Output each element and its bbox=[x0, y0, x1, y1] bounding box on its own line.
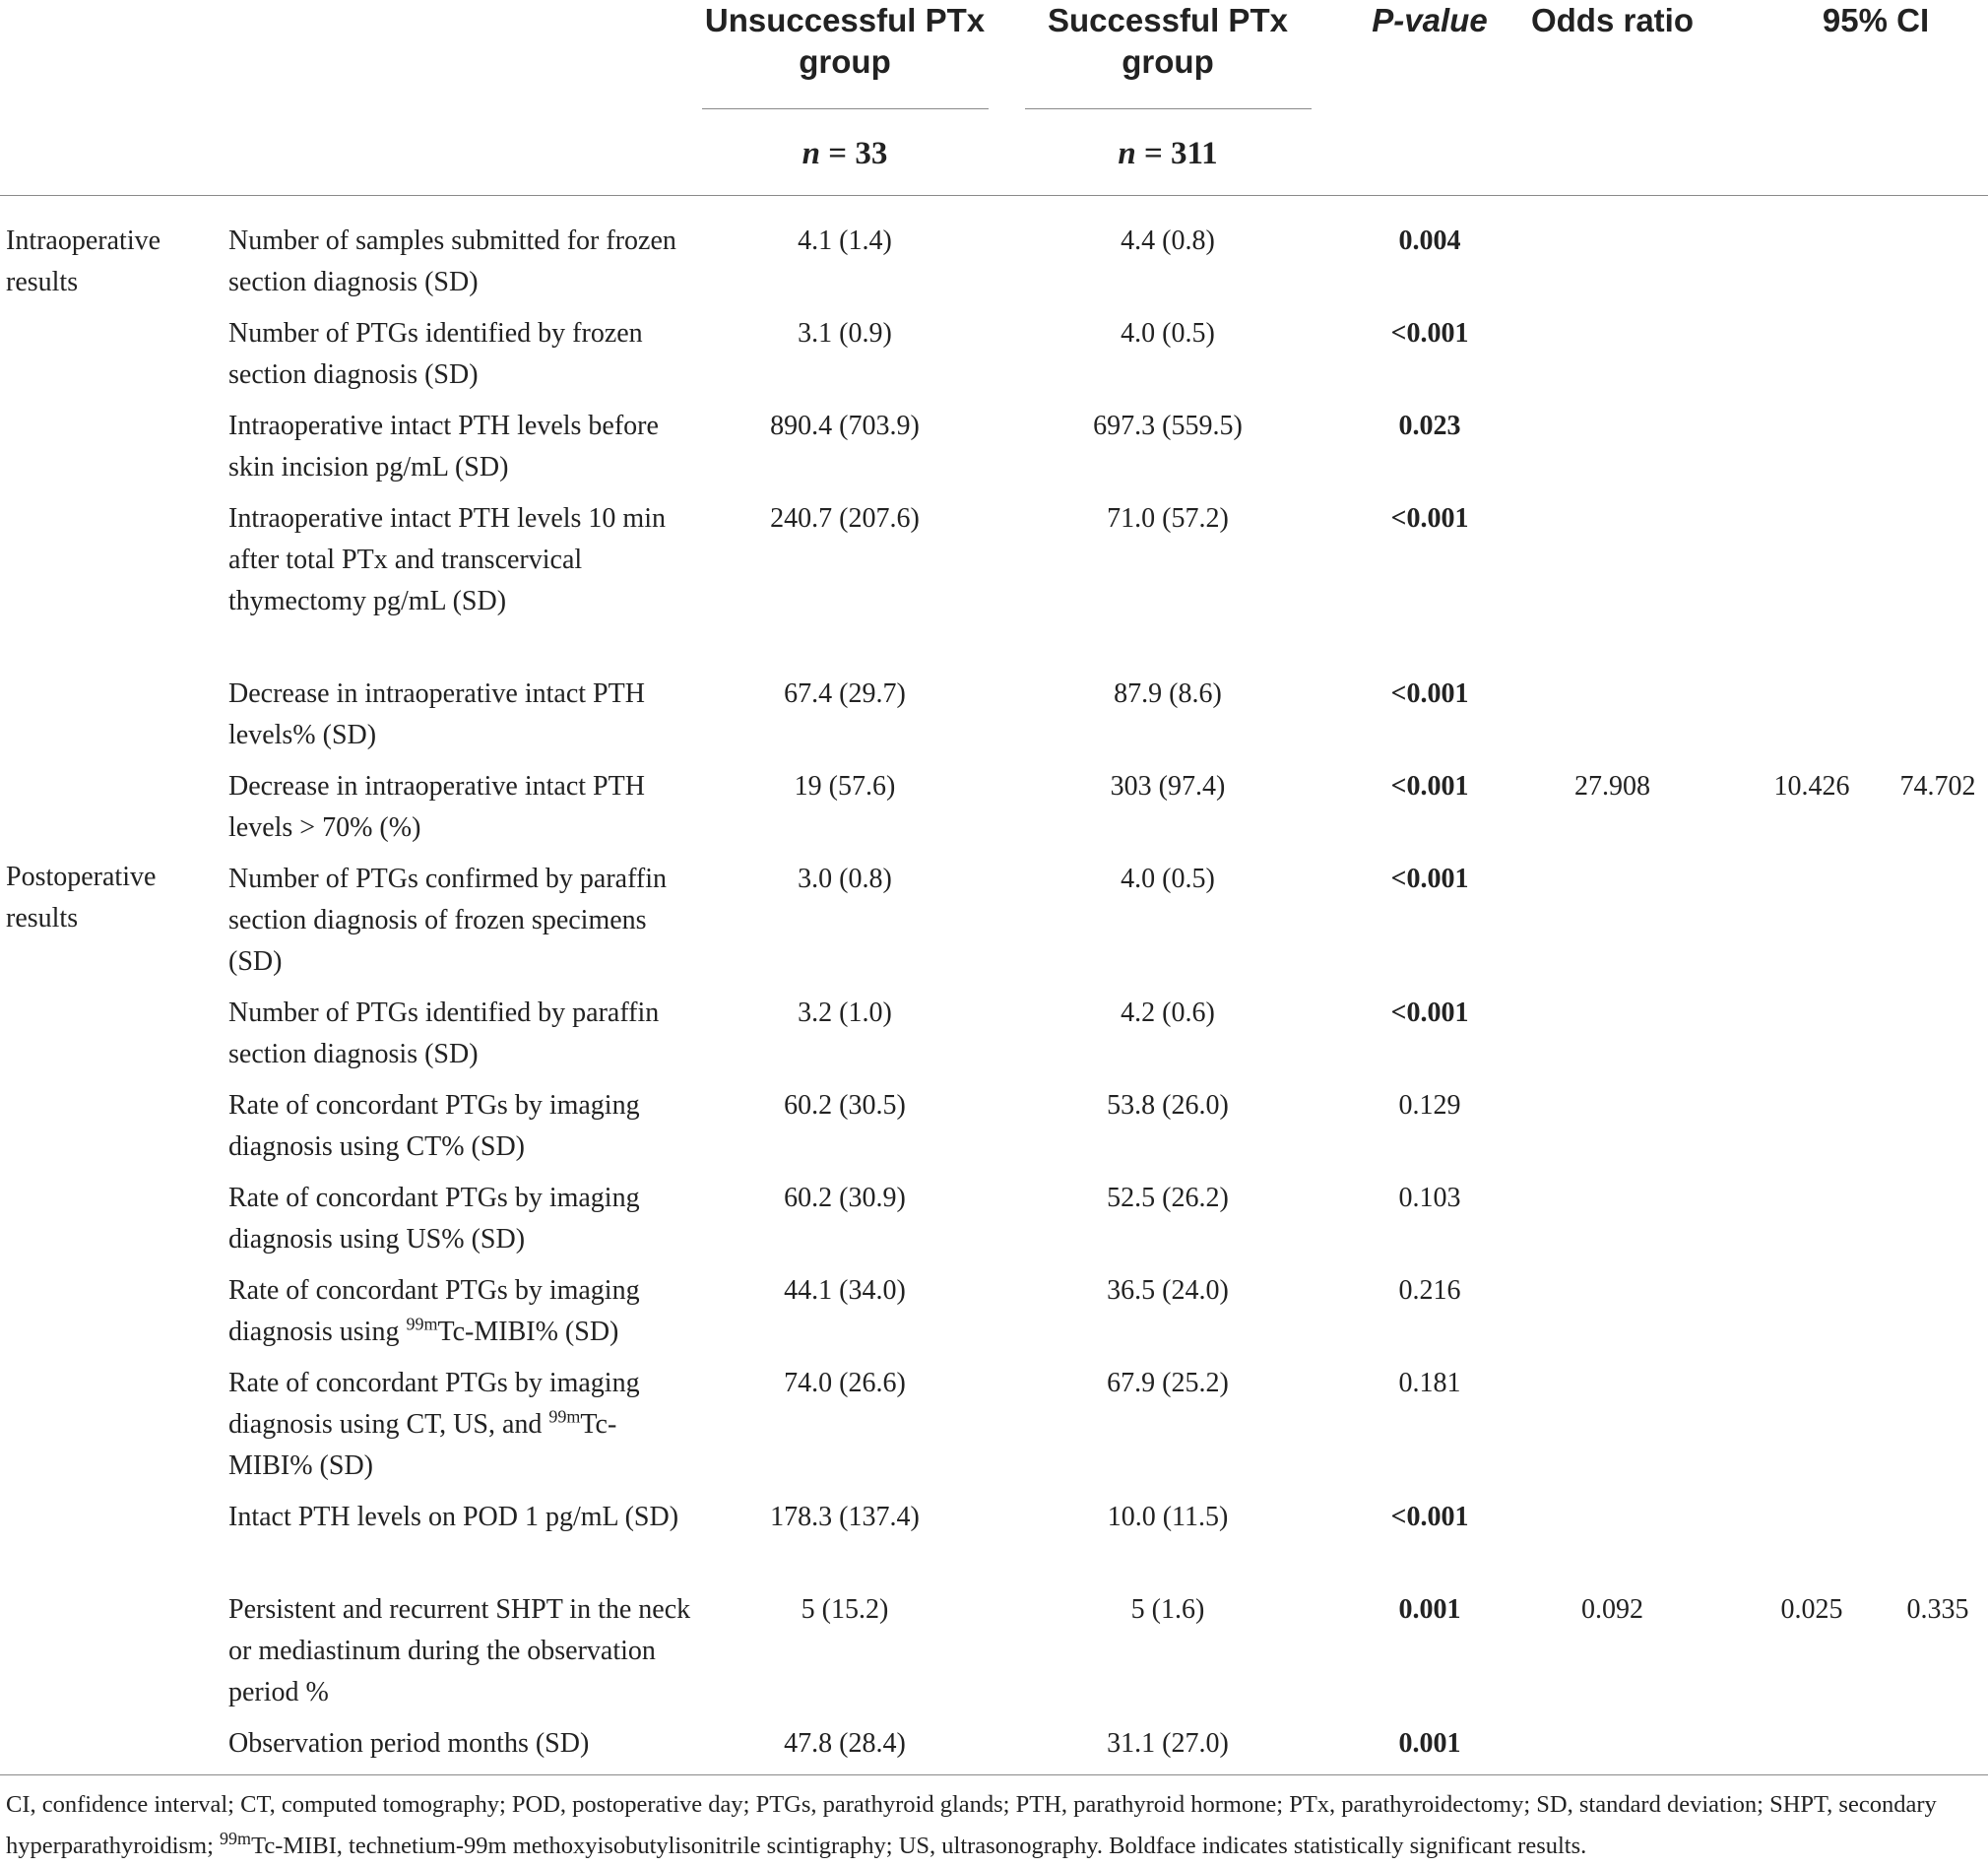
successful-value: 4.0 (0.5) bbox=[1121, 864, 1215, 894]
row-label: Number of PTGs identified by paraffin section diagnosis (SD) bbox=[228, 998, 660, 1069]
header-successful-n: n = 311 bbox=[1118, 136, 1218, 171]
successful-value: 697.3 (559.5) bbox=[1093, 411, 1243, 441]
unsuccessful-value: 60.2 (30.5) bbox=[784, 1090, 906, 1121]
successful-value: 303 (97.4) bbox=[1110, 771, 1226, 802]
ci-high-value: 0.335 bbox=[1906, 1594, 1969, 1625]
row-label: Decrease in intraoperative intact PTH levels > 70% (%) bbox=[228, 771, 645, 843]
p-value: 0.004 bbox=[1398, 225, 1461, 256]
unsuccessful-value: 3.0 (0.8) bbox=[798, 864, 892, 894]
ci-low-value: 10.426 bbox=[1773, 771, 1850, 802]
successful-value: 5 (1.6) bbox=[1130, 1594, 1205, 1625]
header-pvalue-title bbox=[1341, 0, 1518, 41]
header-unsuccessful-title: Unsuccessful PTx group bbox=[704, 2, 986, 80]
unsuccessful-value: 5 (15.2) bbox=[801, 1594, 889, 1625]
successful-value: 87.9 (8.6) bbox=[1114, 678, 1222, 709]
header-successful-n-value: = 311 bbox=[1135, 136, 1218, 171]
group-intraoperative: Intraoperative results bbox=[6, 225, 161, 297]
p-value: <0.001 bbox=[1390, 864, 1469, 894]
p-value: 0.103 bbox=[1398, 1183, 1461, 1213]
group-postoperative: Postoperative results bbox=[6, 862, 157, 934]
row-label bbox=[228, 1270, 691, 1353]
footnote-text-post: Tc-MIBI, technetium-99m methoxyisobutylisonitrile scintigraphy; US, ultrasonography. Boldface indicates statistically significant results. bbox=[251, 1833, 1587, 1859]
row-label-sup: 99m bbox=[548, 1406, 581, 1427]
p-value: 0.216 bbox=[1398, 1275, 1461, 1306]
p-value: <0.001 bbox=[1390, 771, 1469, 802]
p-value: 0.181 bbox=[1398, 1368, 1461, 1398]
p-value: <0.001 bbox=[1390, 318, 1469, 349]
odds-ratio-value: 0.092 bbox=[1581, 1594, 1643, 1625]
unsuccessful-value: 4.1 (1.4) bbox=[798, 225, 892, 256]
row-label-pre: Rate of concordant PTGs by imaging diagnosis using CT, US, and bbox=[228, 1368, 640, 1440]
odds-ratio-value: 27.908 bbox=[1574, 771, 1650, 802]
row-label: Number of PTGs identified by frozen section diagnosis (SD) bbox=[228, 318, 643, 390]
p-value: <0.001 bbox=[1390, 678, 1469, 709]
successful-value: 10.0 (11.5) bbox=[1107, 1502, 1229, 1532]
p-value: 0.001 bbox=[1398, 1594, 1461, 1625]
unsuccessful-value: 74.0 (26.6) bbox=[784, 1368, 906, 1398]
row-label: Intact PTH levels on POD 1 pg/mL (SD) bbox=[228, 1502, 679, 1532]
footnote-text-pre: CI, confidence interval; CT, computed tomography; POD, postoperative day; PTGs, parathyroid glands; PTH, parathyroid hormone; PTx, parathyroidectomy; SD, standard deviation; SHPT, secondary hyperparathyroidism; bbox=[6, 1791, 1937, 1859]
footnote bbox=[6, 1784, 1983, 1867]
successful-value: 4.2 (0.6) bbox=[1121, 998, 1215, 1028]
successful-value: 67.9 (25.2) bbox=[1107, 1368, 1229, 1398]
p-value: 0.001 bbox=[1398, 1728, 1461, 1759]
row-label: Decrease in intraoperative intact PTH levels% (SD) bbox=[228, 678, 645, 750]
unsuccessful-value: 240.7 (207.6) bbox=[770, 503, 920, 534]
unsuccessful-value: 67.4 (29.7) bbox=[784, 678, 906, 709]
p-value: <0.001 bbox=[1390, 998, 1469, 1028]
header-unsuccessful-n: n = 33 bbox=[802, 136, 888, 171]
row-label: Number of PTGs confirmed by paraffin section diagnosis of frozen specimens (SD) bbox=[228, 864, 668, 977]
p-value: <0.001 bbox=[1390, 1502, 1469, 1532]
unsuccessful-value: 44.1 (34.0) bbox=[784, 1275, 906, 1306]
successful-value: 4.4 (0.8) bbox=[1121, 225, 1215, 256]
unsuccessful-value: 3.1 (0.9) bbox=[798, 318, 892, 349]
row-label-post: Tc-MIBI% (SD) bbox=[228, 1409, 617, 1481]
header-pvalue-text: P-value bbox=[1372, 2, 1488, 38]
p-value: <0.001 bbox=[1390, 503, 1469, 534]
p-value: 0.023 bbox=[1398, 411, 1461, 441]
header-bottom-rule bbox=[0, 195, 1988, 196]
header-ci-title: 95% CI bbox=[1822, 2, 1930, 38]
header-unsuccessful-n-value: = 33 bbox=[820, 136, 888, 171]
successful-value: 36.5 (24.0) bbox=[1107, 1275, 1229, 1306]
successful-value: 53.8 (26.0) bbox=[1107, 1090, 1229, 1121]
row-label-post: Tc-MIBI% (SD) bbox=[437, 1317, 619, 1347]
header-group-rule-unsuccessful bbox=[702, 108, 989, 109]
successful-value: 71.0 (57.2) bbox=[1107, 503, 1229, 534]
row-label bbox=[228, 1363, 691, 1487]
unsuccessful-value: 3.2 (1.0) bbox=[798, 998, 892, 1028]
unsuccessful-value: 890.4 (703.9) bbox=[770, 411, 920, 441]
footnote-sup: 99m bbox=[220, 1828, 252, 1848]
row-label-sup: 99m bbox=[406, 1314, 438, 1334]
successful-value: 52.5 (26.2) bbox=[1107, 1183, 1229, 1213]
row-label: Intraoperative intact PTH levels 10 min after total PTx and transcervical thymectomy pg/mL (SD) bbox=[228, 503, 666, 616]
ci-high-value: 74.702 bbox=[1899, 771, 1976, 802]
successful-value: 31.1 (27.0) bbox=[1107, 1728, 1229, 1759]
unsuccessful-value: 19 (57.6) bbox=[794, 771, 896, 802]
unsuccessful-value: 60.2 (30.9) bbox=[784, 1183, 906, 1213]
ci-low-value: 0.025 bbox=[1780, 1594, 1843, 1625]
p-value: 0.129 bbox=[1398, 1090, 1461, 1121]
row-label: Number of samples submitted for frozen section diagnosis (SD) bbox=[228, 225, 676, 297]
table-bottom-rule bbox=[0, 1774, 1988, 1775]
row-label: Rate of concordant PTGs by imaging diagnosis using US% (SD) bbox=[228, 1183, 640, 1255]
header-odds-title: Odds ratio bbox=[1530, 2, 1695, 38]
header-group-rule-successful bbox=[1025, 108, 1312, 109]
row-label: Rate of concordant PTGs by imaging diagnosis using CT% (SD) bbox=[228, 1090, 640, 1162]
header-successful-title: Successful PTx group bbox=[1048, 2, 1288, 80]
row-label: Persistent and recurrent SHPT in the neck or mediastinum during the observation period % bbox=[228, 1594, 691, 1707]
row-label: Observation period months (SD) bbox=[228, 1728, 590, 1759]
unsuccessful-value: 47.8 (28.4) bbox=[784, 1728, 906, 1759]
row-label: Intraoperative intact PTH levels before skin incision pg/mL (SD) bbox=[228, 411, 659, 483]
row-label-pre: Rate of concordant PTGs by imaging diagnosis using bbox=[228, 1275, 640, 1347]
successful-value: 4.0 (0.5) bbox=[1121, 318, 1215, 349]
unsuccessful-value: 178.3 (137.4) bbox=[770, 1502, 920, 1532]
